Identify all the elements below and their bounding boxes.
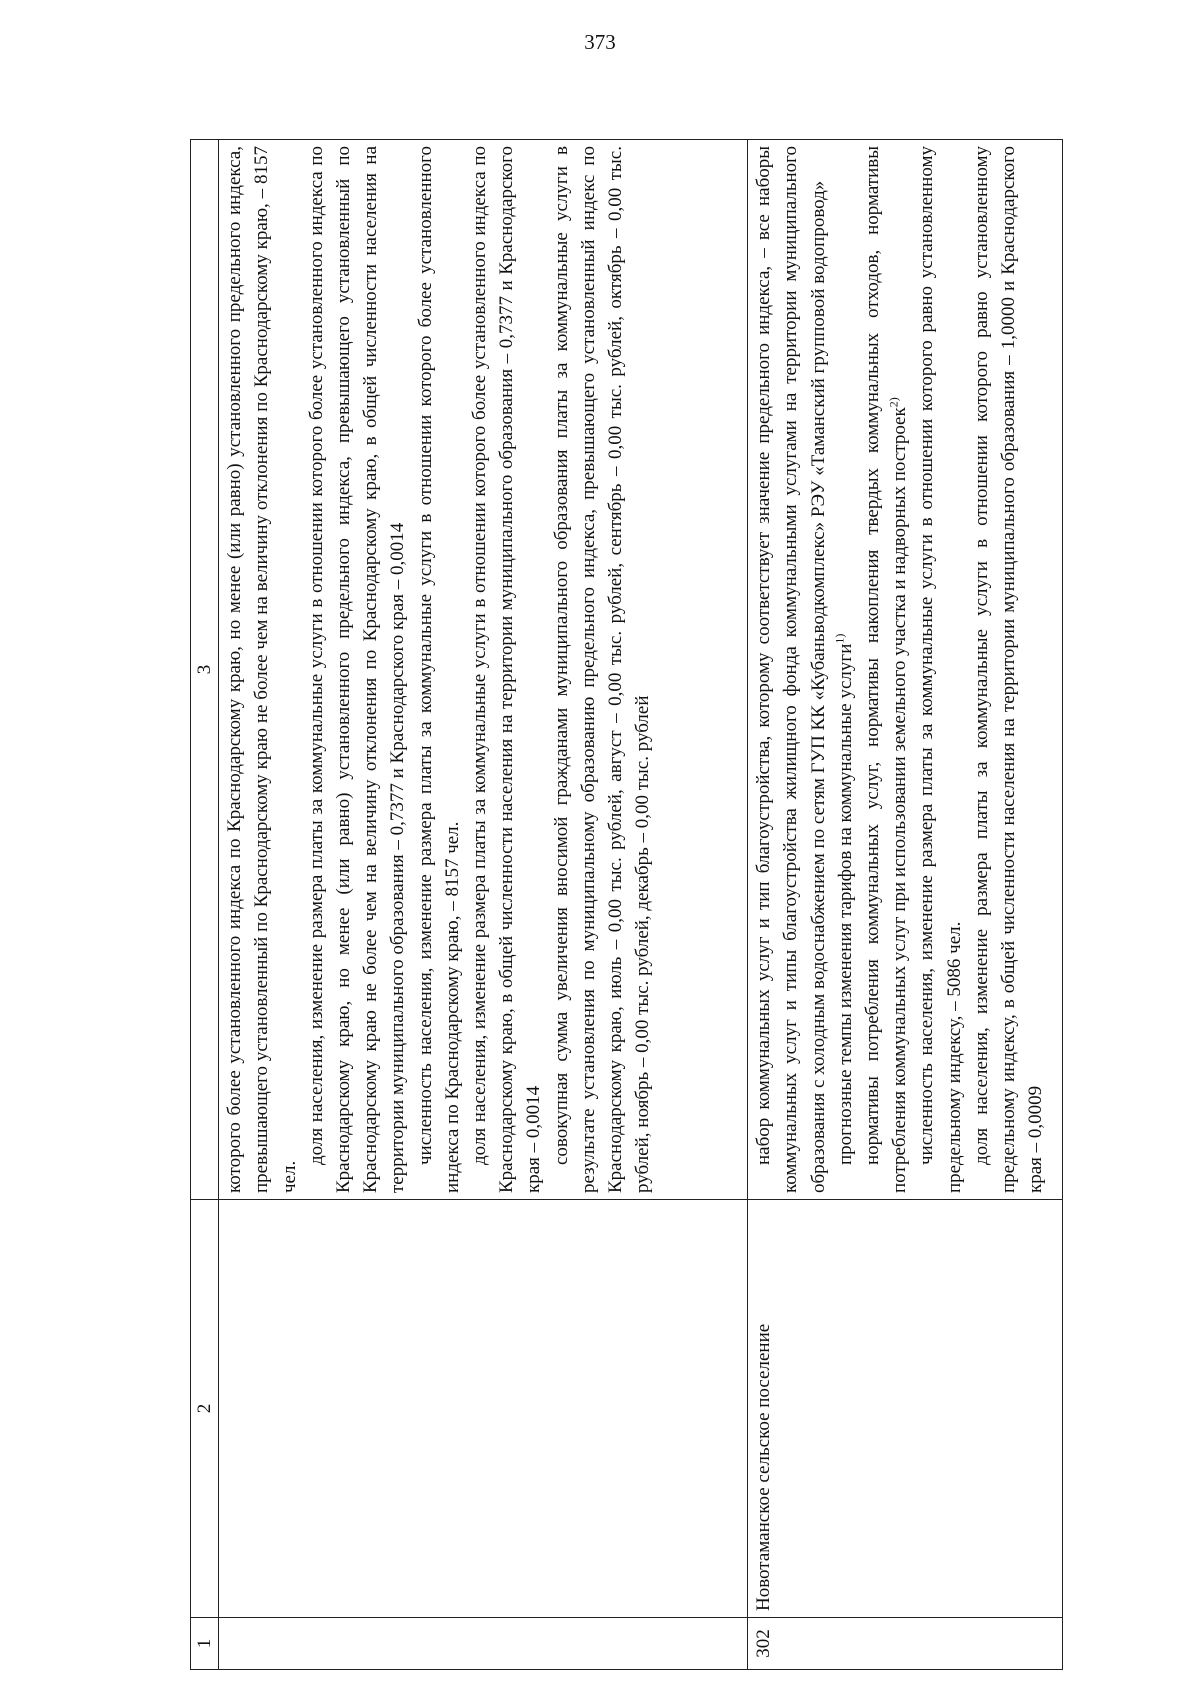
description-paragraph [832, 146, 859, 1193]
footnote-mark: 2) [886, 397, 901, 408]
paragraph-text: нормативы потребления коммунальных услуг, нормативы накопления твердых коммунальных отходов, нормативы потребления коммунальных услуг при использовании земельного участка и надворных построек [862, 146, 911, 1193]
description-paragraph [859, 146, 913, 1193]
description-paragraph: доля населения, изменение размера платы за коммунальные услуги в отношении которого более установленного индекса по Краснодарскому краю, но менее (или равно) установленного предельного индекса, превышающего установленный по Краснодарскому краю не более чем на величину отклонения по Краснодарскому краю, в общей численности населения на территории муниципального образования – 0,7377 и Краснодарского края – 0,0014 [305, 146, 409, 1193]
description-cell [219, 140, 748, 1200]
column-header-3: 3 [191, 140, 219, 1200]
column-header-2: 2 [191, 1200, 219, 1618]
description-paragraph: численность населения, изменение размера платы за коммунальные услуги в отношении которого равно установленному предельному индексу, – 5086 чел. [916, 146, 965, 1193]
description-paragraph: доля населения, изменение размера платы за коммунальные услуги в отношении которого более установленного индекса по Краснодарскому краю, в общей численности населения на территории муниципального образования – 0,7377 и Краснодарского края – 0,0014 [469, 146, 545, 1193]
description-paragraph: численность населения, изменение размера платы за коммунальные услуги в отношении которого более установленного индекса по Краснодарскому краю, – 8157 чел. [414, 146, 463, 1193]
description-cell [748, 140, 1063, 1200]
paragraph-text: прогнозные темпы изменения тарифов на коммунальные услуги [834, 643, 856, 1165]
settlement-name-cell: Новотаманское сельское поселение [748, 1200, 1063, 1618]
column-header-1: 1 [191, 1618, 219, 1670]
rotated-table-container [190, 140, 1050, 1670]
row-number-cell: 302 [748, 1618, 1063, 1670]
table-header-row [191, 140, 219, 1670]
description-paragraph: которого более установленного индекса по Краснодарскому краю, но менее (или равно) установленного предельного индекса, превышающего установленный по Краснодарскому краю не более чем на величину отклонения по Краснодарскому краю, – 8157 чел. [224, 146, 300, 1193]
data-table [190, 139, 1063, 1670]
description-paragraph: набор коммунальных услуг и тип благоустройства, которому соответствует значение предельного индекса, – все наборы коммунальных услуг и типы благоустройства жилищного фонда коммунальными услугами на территории муниципального образования с холодным водоснабжением по сетям ГУП КК «Кубаньводкомплекс» РЭУ «Таманский групповой водопровод» [753, 146, 829, 1193]
row-number-cell [219, 1618, 748, 1670]
description-paragraph: доля населения, изменение размера платы за коммунальные услуги в отношении которого равно установленному предельному индексу, в общей численности населения на территории муниципального образования – 1,0000 и Краснодарского края – 0,0009 [970, 146, 1047, 1193]
page-number: 373 [584, 30, 616, 54]
table-row-continuation [219, 140, 748, 1670]
table-row-302 [748, 140, 1063, 1670]
settlement-name-cell [219, 1200, 748, 1618]
footnote-mark: 1) [832, 633, 847, 644]
description-paragraph: совокупная сумма увеличения вносимой гражданами муниципального образования платы за коммунальные услуги в результате установления по муниципальному образованию предельного индекса, превышающего установленный индекс по Краснодарскому краю, июль – 0,00 тыс. рублей, август – 0,00 тыс. рублей, сентябрь – 0,00 тыс. рублей, октябрь – 0,00 тыс. рублей, ноябрь – 0,00 тыс. рублей, декабрь – 0,00 тыс. рублей [550, 146, 654, 1193]
